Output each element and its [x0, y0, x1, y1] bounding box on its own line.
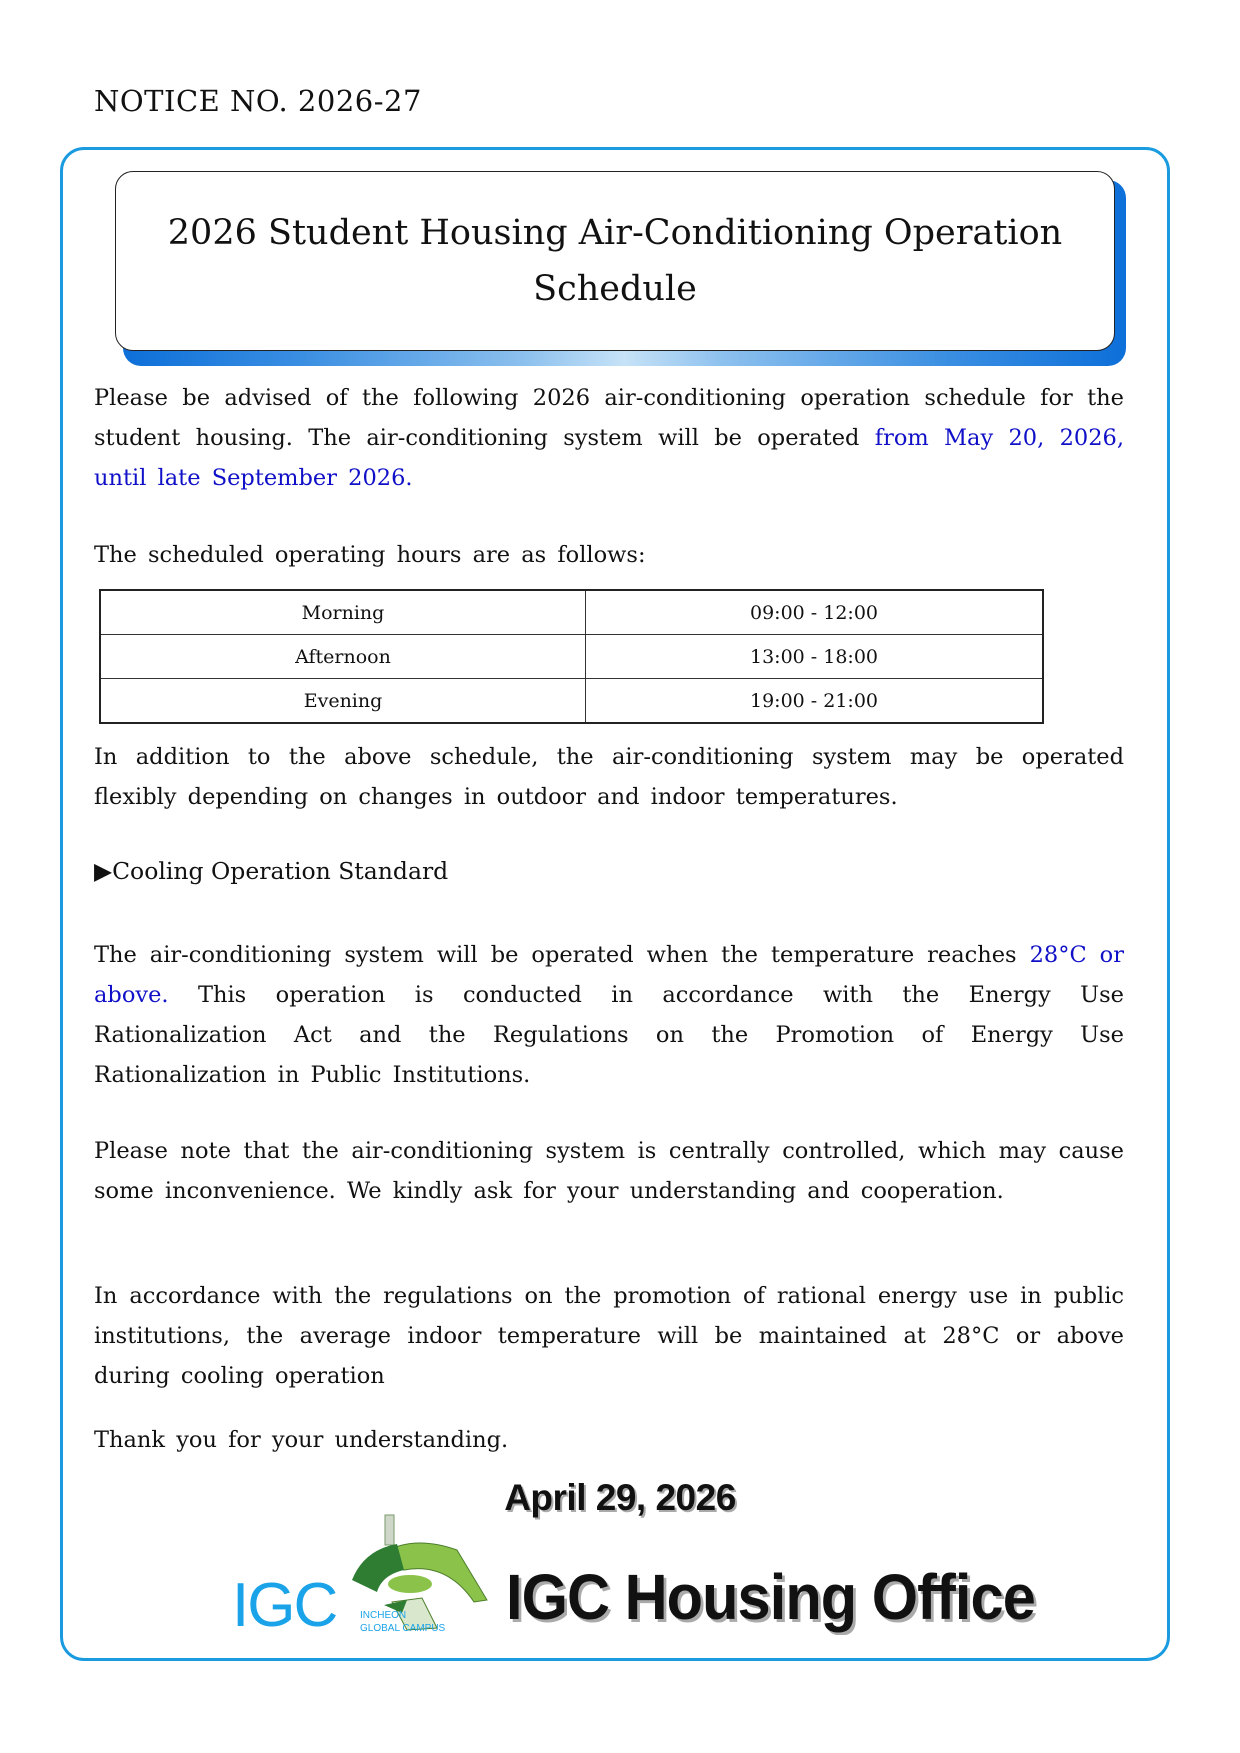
- logo-dome: [388, 1575, 432, 1593]
- period-cell: Afternoon: [100, 635, 586, 679]
- hours-cell: 09:00 - 12:00: [586, 590, 1044, 635]
- temperature-threshold: 28°C or above.: [94, 942, 1124, 1008]
- period-cell: Morning: [100, 590, 586, 635]
- logo-tower: [385, 1515, 394, 1545]
- section-heading: [94, 857, 448, 885]
- notice-date: [0, 1477, 1240, 1519]
- title-box: [115, 171, 1115, 351]
- logo-sub2: GLOBAL CAMPUS: [360, 1623, 446, 1634]
- flex-note: In addition to the above schedule, the air-conditioning system may be operated flexibly depending on changes in outdoor and indoor temperatures.: [94, 744, 1124, 810]
- table-row: [100, 590, 1043, 635]
- office-name: IGC Housing Office: [506, 1561, 1035, 1633]
- schedule-table: [99, 589, 1044, 724]
- igc-logo: [232, 1510, 502, 1635]
- triangle-bullet-icon: ▶: [94, 857, 113, 885]
- date-text: April 29, 2026: [504, 1477, 736, 1518]
- standard-paragraph: [94, 935, 1124, 1095]
- central-control-note: Please note that the air-conditioning system is centrally controlled, which may cause some inconvenience. We kindly ask for your understanding and cooperation.: [94, 1138, 1124, 1204]
- intro-text: Please be advised of the following 2026 air-conditioning operation schedule for the student housing. The air-conditioning system will be operated: [94, 385, 1124, 451]
- logo-sub1: INCHEON: [360, 1610, 407, 1621]
- page-title: 2026 Student Housing Air-Conditioning Operation Schedule: [167, 213, 1063, 309]
- section-heading-text: Cooling Operation Standard: [112, 857, 449, 885]
- logo-igc-text: IGC: [232, 1571, 337, 1635]
- schedule-intro: The scheduled operating hours are as follows:: [94, 542, 646, 568]
- period-cell: Evening: [100, 679, 586, 724]
- intro-paragraph: [94, 378, 1124, 498]
- thanks-text: Thank you for your understanding.: [94, 1427, 509, 1453]
- standard-text: The air-conditioning system will be operated when the temperature reaches: [94, 942, 1030, 968]
- notice-number: NOTICE NO. 2026-27: [94, 84, 422, 118]
- operation-period: from May 20, 2026, until late September 2026.: [94, 425, 1124, 491]
- table-row: [100, 635, 1043, 679]
- standard-text-after: This operation is conducted in accordance with the Energy Use Rationalization Act and the Regulations on the Promotion of Energy Use Rationalization in Public Institutions.: [94, 982, 1124, 1088]
- hours-cell: 13:00 - 18:00: [586, 635, 1044, 679]
- table-row: [100, 679, 1043, 724]
- hours-cell: 19:00 - 21:00: [586, 679, 1044, 724]
- regulation-note: In accordance with the regulations on the promotion of rational energy use in public institutions, the average indoor temperature will be maintained at 28°C or above during cooling operation: [94, 1283, 1124, 1389]
